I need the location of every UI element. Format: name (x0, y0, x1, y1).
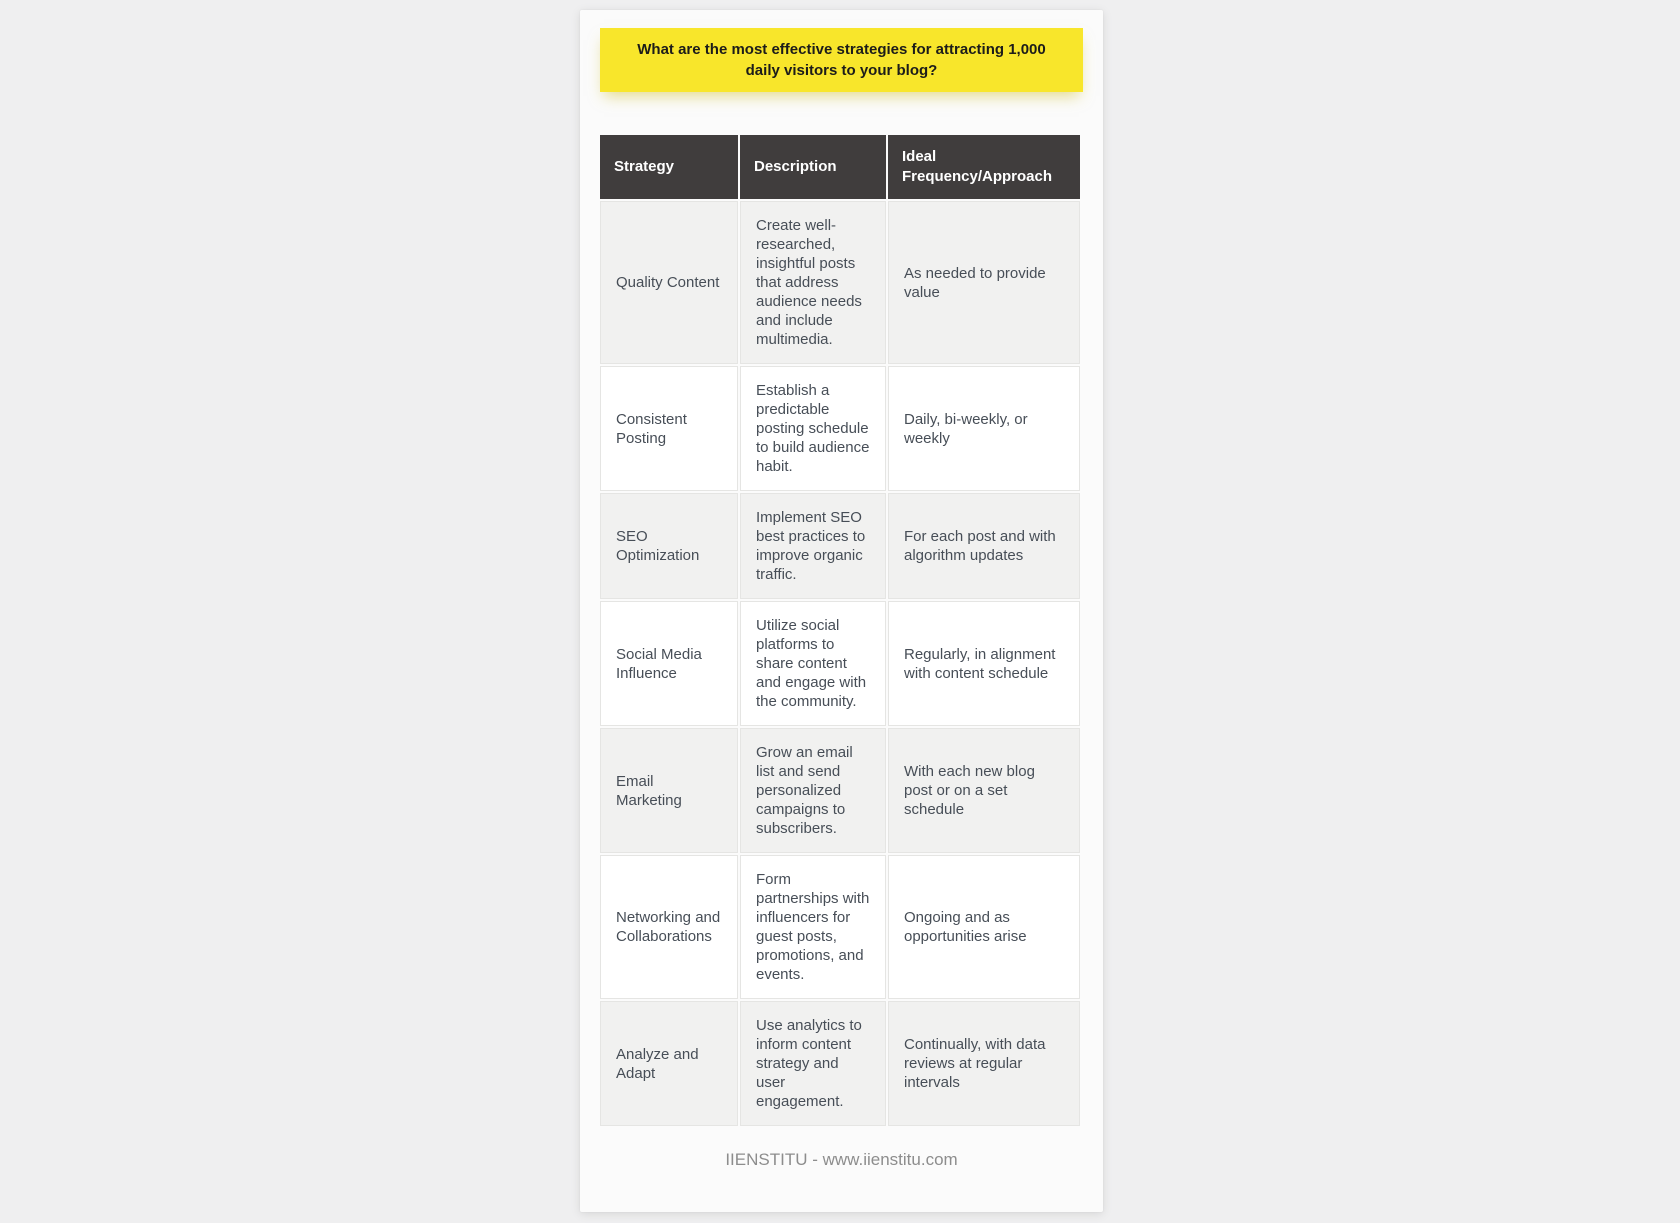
table-cell: Utilize social platforms to share content and engage with the community. (740, 601, 886, 726)
column-header: Strategy (600, 135, 738, 199)
table-cell: Consistent Posting (600, 366, 738, 491)
table-header (600, 135, 1080, 199)
table-row (600, 728, 1080, 853)
table-row (600, 201, 1080, 364)
table-cell: Email Marketing (600, 728, 738, 853)
table-header-row (600, 135, 1080, 199)
question-banner (600, 28, 1083, 92)
table-cell: SEO Optimization (600, 493, 738, 599)
table-cell: For each post and with algorithm updates (888, 493, 1080, 599)
table-row (600, 493, 1080, 599)
table-cell: Regularly, in alignment with content schedule (888, 601, 1080, 726)
strategies-table (598, 133, 1082, 1128)
question-text: What are the most effective strategies for attracting 1,000 daily visitors to your blog? (637, 41, 1046, 79)
table-cell: Continually, with data reviews at regular intervals (888, 1001, 1080, 1126)
table-cell: Form partnerships with influencers for guest posts, promotions, and events. (740, 855, 886, 999)
table-cell: Create well-researched, insightful posts that address audience needs and include multimedia. (740, 201, 886, 364)
table-cell: Implement SEO best practices to improve organic traffic. (740, 493, 886, 599)
table-cell: Networking and Collaborations (600, 855, 738, 999)
table-row (600, 366, 1080, 491)
table-cell: Analyze and Adapt (600, 1001, 738, 1126)
table-cell: Use analytics to inform content strategy and user engagement. (740, 1001, 886, 1126)
content-card (580, 10, 1103, 1212)
table-cell: Ongoing and as opportunities arise (888, 855, 1080, 999)
table-cell: As needed to provide value (888, 201, 1080, 364)
table-cell: Social Media Influence (600, 601, 738, 726)
column-header: Description (740, 135, 886, 199)
table-row (600, 601, 1080, 726)
table-cell: With each new blog post or on a set schedule (888, 728, 1080, 853)
table-cell: Daily, bi-weekly, or weekly (888, 366, 1080, 491)
table-cell: Grow an email list and send personalized campaigns to subscribers. (740, 728, 886, 853)
table-cell: Quality Content (600, 201, 738, 364)
table-cell: Establish a predictable posting schedule to build audience habit. (740, 366, 886, 491)
column-header: Ideal Frequency/Approach (888, 135, 1080, 199)
table-body (600, 201, 1080, 1126)
table-row (600, 855, 1080, 999)
footer-credit: IIENSTITU - www.iienstitu.com (725, 1150, 958, 1169)
table-row (600, 1001, 1080, 1126)
